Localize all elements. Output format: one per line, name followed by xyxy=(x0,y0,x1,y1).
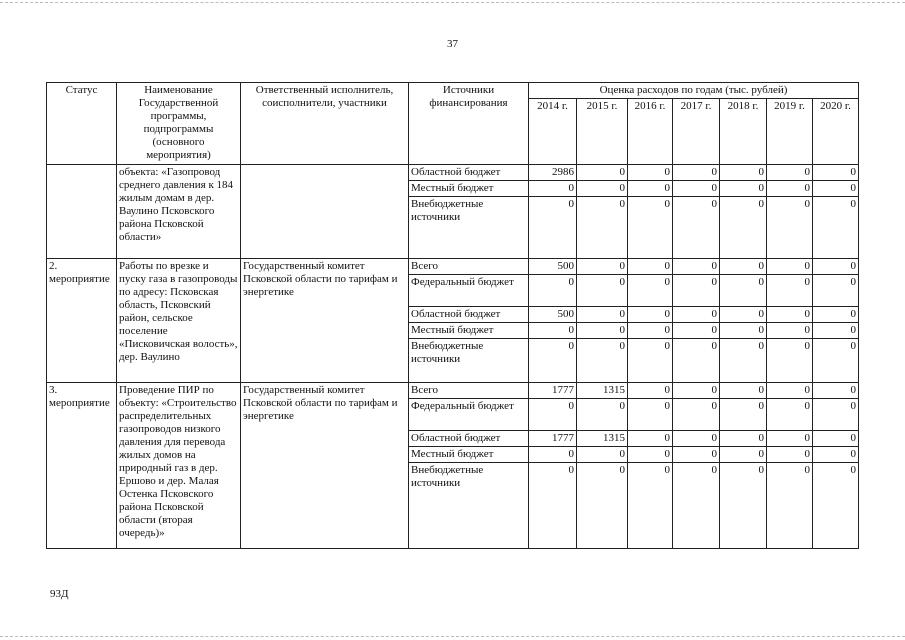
value-cell: 0 xyxy=(628,383,673,399)
value-cell: 0 xyxy=(529,197,577,259)
value-cell: 0 xyxy=(720,383,767,399)
value-cell: 0 xyxy=(813,383,859,399)
value-cell: 0 xyxy=(813,399,859,431)
value-cell: 0 xyxy=(767,463,813,549)
value-cell: 0 xyxy=(720,275,767,307)
value-cell: 0 xyxy=(673,323,720,339)
header-year: 2019 г. xyxy=(767,99,813,165)
document-code: 93Д xyxy=(50,588,69,600)
value-cell: 0 xyxy=(628,197,673,259)
header-year: 2014 г. xyxy=(529,99,577,165)
source-cell: Областной бюджет xyxy=(409,307,529,323)
header-year: 2020 г. xyxy=(813,99,859,165)
value-cell: 0 xyxy=(767,323,813,339)
value-cell: 0 xyxy=(529,463,577,549)
source-cell: Федеральный бюджет xyxy=(409,399,529,431)
value-cell: 0 xyxy=(767,197,813,259)
value-cell: 0 xyxy=(529,339,577,383)
name-cell: Проведение ПИР по объекту: «Строительство распределительных газопроводов низкого давления для перевода жилых домов на природный газ в дер. Ершово и дер. Малая Остенка Псковского района Псковской области (вторая очередь)» xyxy=(117,383,241,549)
page-number: 37 xyxy=(447,38,458,50)
value-cell: 0 xyxy=(577,165,628,181)
executor-cell: Государственный комитет Псковской области по тарифам и энергетике xyxy=(241,383,409,549)
value-cell: 0 xyxy=(813,259,859,275)
value-cell: 0 xyxy=(673,431,720,447)
value-cell: 0 xyxy=(767,181,813,197)
value-cell: 0 xyxy=(813,307,859,323)
value-cell: 500 xyxy=(529,259,577,275)
value-cell: 0 xyxy=(767,275,813,307)
value-cell: 0 xyxy=(673,339,720,383)
value-cell: 0 xyxy=(628,463,673,549)
value-cell: 1315 xyxy=(577,431,628,447)
value-cell: 0 xyxy=(673,259,720,275)
value-cell: 0 xyxy=(673,383,720,399)
header-year: 2015 г. xyxy=(577,99,628,165)
value-cell: 0 xyxy=(628,399,673,431)
source-cell: Всего xyxy=(409,259,529,275)
table-body xyxy=(47,165,859,549)
header-name: Наименование Государственной программы, подпрограммы (основного мероприятия) xyxy=(117,83,241,165)
value-cell: 0 xyxy=(720,339,767,383)
executor-cell xyxy=(241,165,409,259)
status-cell: 3. мероприятие xyxy=(47,383,117,549)
value-cell: 0 xyxy=(628,447,673,463)
value-cell: 0 xyxy=(813,463,859,549)
value-cell: 0 xyxy=(577,323,628,339)
source-cell: Федеральный бюджет xyxy=(409,275,529,307)
header-sources: Источники финансирования xyxy=(409,83,529,165)
value-cell: 0 xyxy=(673,463,720,549)
value-cell: 0 xyxy=(577,275,628,307)
value-cell: 0 xyxy=(628,431,673,447)
value-cell: 0 xyxy=(767,165,813,181)
value-cell: 0 xyxy=(767,383,813,399)
value-cell: 0 xyxy=(767,259,813,275)
source-cell: Местный бюджет xyxy=(409,181,529,197)
value-cell: 0 xyxy=(813,447,859,463)
value-cell: 0 xyxy=(673,447,720,463)
source-cell: Внебюджетные источники xyxy=(409,197,529,259)
value-cell: 0 xyxy=(813,323,859,339)
table-row xyxy=(47,383,859,399)
value-cell: 0 xyxy=(813,339,859,383)
value-cell: 0 xyxy=(720,323,767,339)
value-cell: 0 xyxy=(767,399,813,431)
source-cell: Внебюджетные источники xyxy=(409,339,529,383)
value-cell: 0 xyxy=(673,181,720,197)
source-cell: Местный бюджет xyxy=(409,323,529,339)
value-cell: 0 xyxy=(628,323,673,339)
value-cell: 0 xyxy=(813,181,859,197)
expenditure-table xyxy=(46,82,859,549)
value-cell: 1777 xyxy=(529,383,577,399)
name-cell: объекта: «Газопровод среднего давления к 184 жилым домам в дер. Ваулино Псковского района Псковской области» xyxy=(117,165,241,259)
source-cell: Областной бюджет xyxy=(409,165,529,181)
value-cell: 2986 xyxy=(529,165,577,181)
value-cell: 0 xyxy=(577,181,628,197)
value-cell: 0 xyxy=(767,339,813,383)
value-cell: 0 xyxy=(577,399,628,431)
value-cell: 0 xyxy=(720,399,767,431)
value-cell: 0 xyxy=(577,197,628,259)
value-cell: 0 xyxy=(577,307,628,323)
value-cell: 0 xyxy=(720,165,767,181)
table-row xyxy=(47,165,859,181)
status-cell xyxy=(47,165,117,259)
value-cell: 0 xyxy=(767,431,813,447)
header-year: 2017 г. xyxy=(673,99,720,165)
name-cell: Работы по врезке и пуску газа в газопроводы по адресу: Псковская область, Псковский район, сельское поселение «Писковичская волость», дер. Ваулино xyxy=(117,259,241,383)
value-cell: 0 xyxy=(813,165,859,181)
value-cell: 0 xyxy=(813,275,859,307)
source-cell: Местный бюджет xyxy=(409,447,529,463)
value-cell: 0 xyxy=(720,463,767,549)
value-cell: 1315 xyxy=(577,383,628,399)
value-cell: 0 xyxy=(673,399,720,431)
executor-cell: Государственный комитет Псковской области по тарифам и энергетике xyxy=(241,259,409,383)
value-cell: 0 xyxy=(628,339,673,383)
header-year: 2016 г. xyxy=(628,99,673,165)
header-executor: Ответственный исполнитель, соисполнители, участники xyxy=(241,83,409,165)
header-year: 2018 г. xyxy=(720,99,767,165)
value-cell: 0 xyxy=(813,197,859,259)
page-top-edge xyxy=(0,2,905,3)
value-cell: 0 xyxy=(720,447,767,463)
value-cell: 0 xyxy=(577,339,628,383)
value-cell: 0 xyxy=(720,197,767,259)
value-cell: 0 xyxy=(767,447,813,463)
source-cell: Всего xyxy=(409,383,529,399)
value-cell: 0 xyxy=(577,463,628,549)
value-cell: 0 xyxy=(628,181,673,197)
value-cell: 0 xyxy=(720,259,767,275)
value-cell: 500 xyxy=(529,307,577,323)
value-cell: 0 xyxy=(673,275,720,307)
value-cell: 0 xyxy=(628,259,673,275)
value-cell: 0 xyxy=(628,307,673,323)
value-cell: 0 xyxy=(720,431,767,447)
value-cell: 0 xyxy=(577,447,628,463)
value-cell: 0 xyxy=(673,197,720,259)
value-cell: 0 xyxy=(628,275,673,307)
value-cell: 1777 xyxy=(529,431,577,447)
value-cell: 0 xyxy=(813,431,859,447)
page-bottom-edge xyxy=(0,636,905,637)
value-cell: 0 xyxy=(720,307,767,323)
source-cell: Областной бюджет xyxy=(409,431,529,447)
value-cell: 0 xyxy=(720,181,767,197)
value-cell: 0 xyxy=(577,259,628,275)
value-cell: 0 xyxy=(529,399,577,431)
value-cell: 0 xyxy=(673,165,720,181)
header-costs: Оценка расходов по годам (тыс. рублей) xyxy=(529,83,859,99)
value-cell: 0 xyxy=(529,181,577,197)
value-cell: 0 xyxy=(529,447,577,463)
value-cell: 0 xyxy=(767,307,813,323)
table-row xyxy=(47,259,859,275)
status-cell: 2. мероприятие xyxy=(47,259,117,383)
value-cell: 0 xyxy=(529,323,577,339)
value-cell: 0 xyxy=(628,165,673,181)
source-cell: Внебюджетные источники xyxy=(409,463,529,549)
header-status: Статус xyxy=(47,83,117,165)
value-cell: 0 xyxy=(529,275,577,307)
value-cell: 0 xyxy=(673,307,720,323)
